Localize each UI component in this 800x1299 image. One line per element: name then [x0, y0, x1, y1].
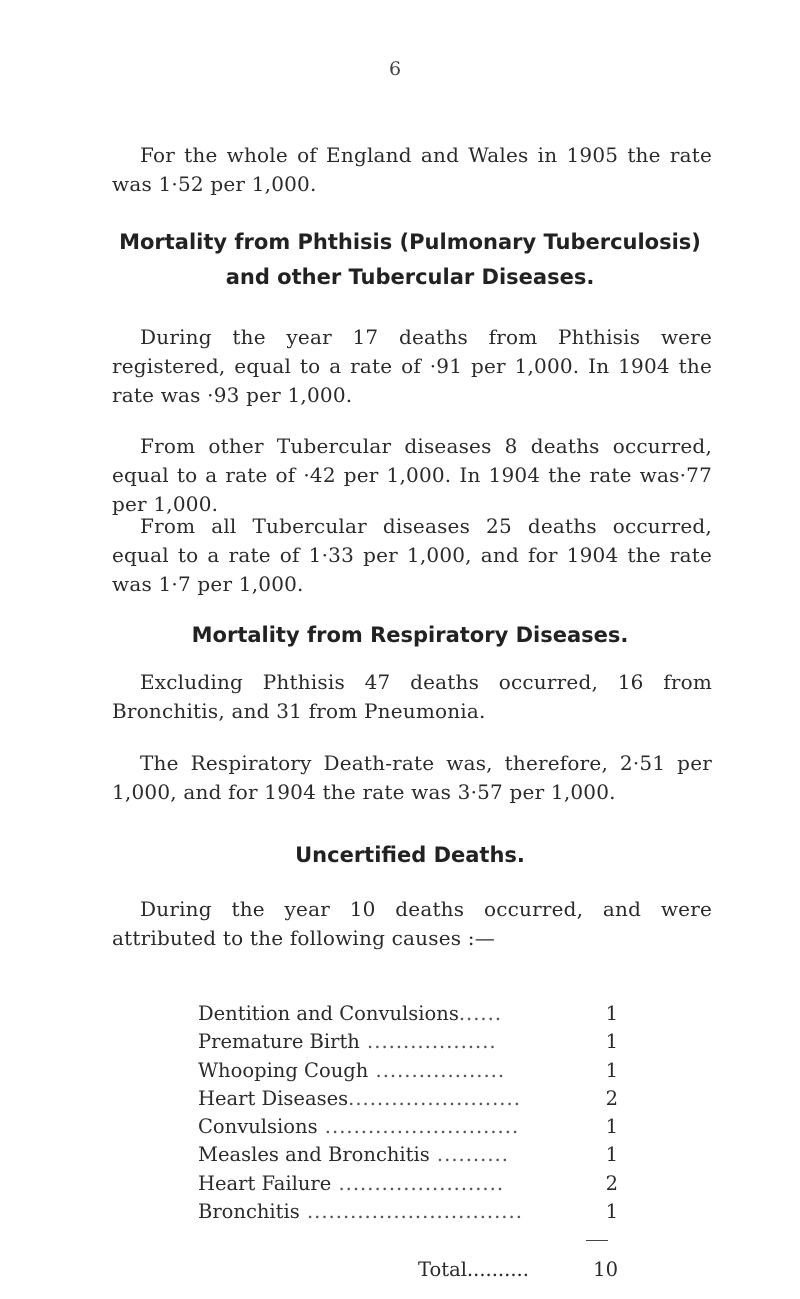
causes-list	[198, 1000, 618, 1226]
leader-dots: ........................	[348, 1086, 521, 1110]
cause-label: Dentition and Convulsions	[198, 1002, 459, 1025]
cause-label: Convulsions	[198, 1115, 318, 1139]
list-item	[198, 1000, 618, 1028]
cause-count: 1	[605, 1200, 618, 1224]
cause-count: 1	[605, 1115, 618, 1139]
total-value: 10	[593, 1258, 618, 1281]
cause-label: Premature Birth	[198, 1030, 360, 1054]
cause-label: Whooping Cough	[198, 1058, 369, 1082]
cause-count: 1	[605, 1002, 618, 1025]
cause-count: 2	[605, 1086, 618, 1110]
phthisis-heading-line2: and other Tubercular Diseases.	[225, 265, 595, 289]
cause-count: 2	[605, 1171, 618, 1195]
list-item	[198, 1028, 618, 1056]
list-item	[198, 1170, 618, 1198]
list-item	[198, 1141, 618, 1169]
phthisis-paragraph-1: During the year 17 deaths from Phthisis were registered, equal to a rate of ·91 per 1,000. In 1904 the rate was ·93 per 1,000.	[112, 325, 712, 407]
leader-dots: ......	[458, 1002, 503, 1025]
total-rule	[586, 1240, 608, 1241]
phthisis-heading-line1: Mortality from Phthisis (Pulmonary Tuberculosis)	[119, 230, 701, 254]
leader-dots: ..............................	[299, 1200, 523, 1224]
uncertified-heading: Uncertified Deaths.	[295, 843, 525, 867]
cause-label: Heart Failure	[198, 1171, 332, 1195]
phthisis-paragraph-3: From all Tubercular diseases 25 deaths occurred, equal to a rate of 1·33 per 1,000, and for 1904 the rate was 1·7 per 1,000.	[112, 514, 712, 596]
respiratory-paragraph-2: The Respiratory Death-rate was, therefore, 2·51 per 1,000, and for 1904 the rate was 3·57 per 1,000.	[112, 751, 712, 804]
list-item	[198, 1113, 618, 1141]
cause-count: 1	[605, 1143, 618, 1167]
list-item	[198, 1057, 618, 1085]
page-number: 6	[388, 58, 402, 80]
respiratory-paragraph-1: Excluding Phthisis 47 deaths occurred, 16 from Bronchitis, and 31 from Pneumonia.	[112, 670, 712, 723]
leader-dots: ..................	[368, 1058, 506, 1082]
uncertified-paragraph-1: During the year 10 deaths occurred, and were attributed to the following causes :—	[112, 897, 712, 950]
leader-dots: .......................	[331, 1171, 505, 1195]
cause-count: 1	[605, 1030, 618, 1054]
total-row	[418, 1256, 618, 1284]
intro-paragraph: For the whole of England and Wales in 1905 the rate was 1·52 per 1,000.	[112, 143, 712, 196]
list-item	[198, 1198, 618, 1226]
respiratory-heading: Mortality from Respiratory Diseases.	[191, 623, 629, 647]
leader-dots: ..................	[359, 1030, 497, 1054]
leader-dots: ...........................	[317, 1115, 520, 1139]
cause-count: 1	[605, 1058, 618, 1082]
phthisis-paragraph-2: From other Tubercular diseases 8 deaths occurred, equal to a rate of ·42 per 1,000. In 1904 the rate was·77 per 1,000.	[112, 434, 712, 516]
cause-label: Bronchitis	[198, 1200, 300, 1224]
leader-dots: ..........	[429, 1143, 509, 1167]
total-label: Total..........	[418, 1258, 529, 1281]
cause-label: Heart Diseases	[198, 1086, 349, 1110]
list-item	[198, 1085, 618, 1113]
cause-label: Measles and Bronchitis	[198, 1143, 430, 1167]
